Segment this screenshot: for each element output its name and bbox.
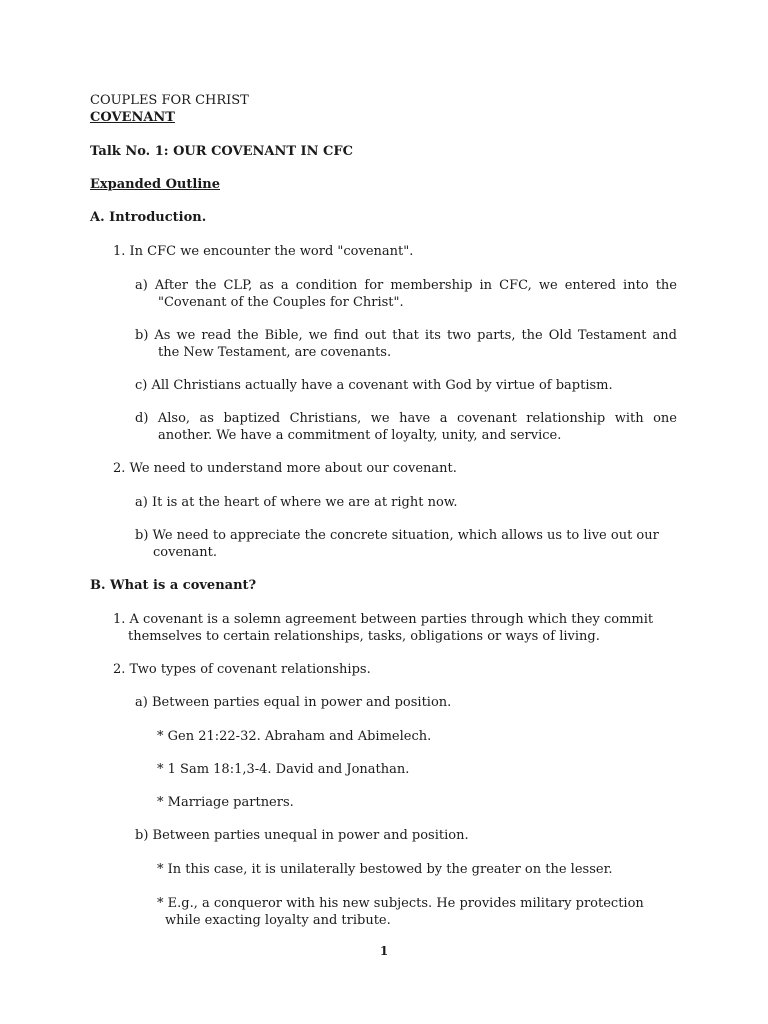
section-a-item-1: 1. In CFC we encounter the word "covenant".: [113, 244, 414, 259]
section-a-item-1d-line2: another. We have a commitment of loyalty, unity, and service.: [158, 428, 562, 443]
section-a-item-2b-line1: b) We need to appreciate the concrete situation, which allows us to live out our: [135, 528, 659, 543]
section-a-item-1a-line1: a) After the CLP, as a condition for membership in CFC, we entered into the: [135, 278, 677, 293]
series-title: COVENANT: [90, 110, 175, 125]
org-title: COUPLES FOR CHRIST: [90, 93, 249, 108]
section-a-item-1b-line1: b) As we read the Bible, we find out that its two parts, the Old Testament and: [135, 328, 677, 343]
section-b-item-2b-example-1: * In this case, it is unilaterally bestowed by the greater on the lesser.: [157, 862, 613, 877]
section-a-item-1b-line2: the New Testament, are covenants.: [158, 345, 392, 360]
section-a-heading: A. Introduction.: [90, 210, 207, 225]
section-a-item-2b-line2: covenant.: [153, 545, 217, 560]
section-b-item-2a-example-2: * 1 Sam 18:1,3-4. David and Jonathan.: [157, 762, 410, 777]
talk-title: Talk No. 1: OUR COVENANT IN CFC: [90, 144, 353, 159]
section-b-item-2a: a) Between parties equal in power and position.: [135, 695, 452, 710]
section-a-item-1c: c) All Christians actually have a covenant with God by virtue of baptism.: [135, 378, 613, 393]
section-a-item-2: 2. We need to understand more about our covenant.: [113, 461, 457, 476]
section-b-item-2: 2. Two types of covenant relationships.: [113, 662, 371, 677]
section-a-item-2a: a) It is at the heart of where we are at right now.: [135, 495, 458, 510]
section-b-item-1-line1: 1. A covenant is a solemn agreement between parties through which they commit: [113, 612, 654, 627]
section-b-item-2a-example-1: * Gen 21:22-32. Abraham and Abimelech.: [157, 729, 432, 744]
section-b-heading: B. What is a covenant?: [90, 578, 257, 593]
section-b-item-2a-example-3: * Marriage partners.: [157, 795, 294, 810]
section-b-item-1-line2: themselves to certain relationships, tasks, obligations or ways of living.: [128, 629, 600, 644]
section-a-item-1a-line2: "Covenant of the Couples for Christ".: [158, 295, 404, 310]
section-b-item-2b: b) Between parties unequal in power and position.: [135, 828, 469, 843]
section-b-item-2b-example-2-line1: * E.g., a conqueror with his new subjects. He provides military protection: [157, 896, 644, 911]
outline-label: Expanded Outline: [90, 177, 220, 192]
section-a-item-1d-line1: d) Also, as baptized Christians, we have a covenant relationship with one: [135, 411, 677, 426]
page-number: 1: [379, 944, 389, 958]
section-b-item-2b-example-2-line2: while exacting loyalty and tribute.: [165, 913, 391, 928]
